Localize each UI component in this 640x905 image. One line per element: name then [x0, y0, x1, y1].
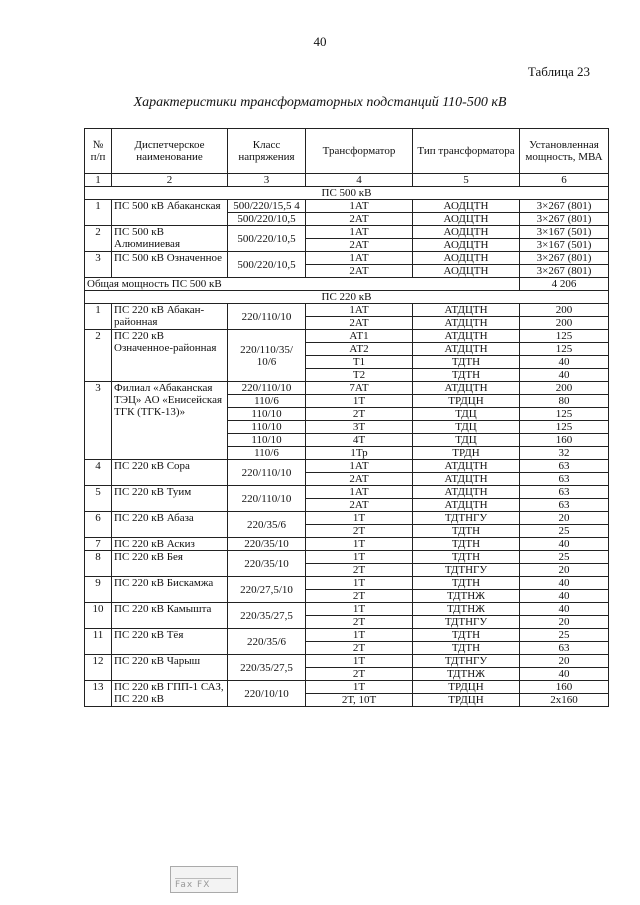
voltage-class: 220/110/10 [228, 486, 306, 512]
installed-power: 20 [520, 655, 609, 668]
row-number: 11 [85, 629, 112, 655]
table-row [85, 486, 609, 499]
column-number: 1 [85, 174, 112, 187]
installed-power: 40 [520, 369, 609, 382]
substation-name: ПС 220 кВ Чарыш [112, 655, 228, 681]
installed-power: 40 [520, 577, 609, 590]
installed-power: 125 [520, 421, 609, 434]
voltage-class: 220/35/6 [228, 512, 306, 538]
transformer-type: АТДЦТН [413, 343, 520, 356]
substation-name: ПС 220 кВ Абаза [112, 512, 228, 538]
installed-power: 3×267 (801) [520, 213, 609, 226]
transformer: АТ1 [306, 330, 413, 343]
header-cell: Установленная мощность, МВА [520, 129, 609, 174]
voltage-class: 220/35/27,5 [228, 655, 306, 681]
table-row [85, 200, 609, 213]
substation-name: ПС 220 кВ Абакан-районная [112, 304, 228, 330]
transformer: 1АТ [306, 460, 413, 473]
table-row [85, 629, 609, 642]
section-row [85, 291, 609, 304]
installed-power: 20 [520, 512, 609, 525]
installed-power: 3×267 (801) [520, 265, 609, 278]
voltage-class: 220/110/10 [228, 304, 306, 330]
table-row [85, 538, 609, 551]
installed-power: 63 [520, 486, 609, 499]
section-row [85, 187, 609, 200]
table-row [85, 577, 609, 590]
table-row [85, 382, 609, 395]
substation-name: ПС 500 кВ Алюминиевая [112, 226, 228, 252]
table-row [85, 252, 609, 265]
table-row [85, 681, 609, 694]
column-number: 6 [520, 174, 609, 187]
transformer: АТ2 [306, 343, 413, 356]
total-row [85, 278, 609, 291]
archive-stamp: Fax FX [170, 866, 238, 893]
total-label: Общая мощность ПС 500 кВ [85, 278, 520, 291]
transformer-type: АТДЦТН [413, 460, 520, 473]
header-cell: Трансформатор [306, 129, 413, 174]
transformer-type: АОДЦТН [413, 226, 520, 239]
transformer-type: ТДТН [413, 629, 520, 642]
substation-name: ПС 500 кВ Абаканская [112, 200, 228, 226]
transformer-type: ТРДН [413, 447, 520, 460]
voltage-class: 110/10 [228, 408, 306, 421]
transformer-type: АОДЦТН [413, 252, 520, 265]
transformer: 2Т [306, 616, 413, 629]
transformer: 1АТ [306, 252, 413, 265]
row-number: 3 [85, 382, 112, 460]
header-row [85, 129, 609, 174]
row-number: 9 [85, 577, 112, 603]
transformer-type: АОДЦТН [413, 213, 520, 226]
page-number: 40 [313, 34, 327, 49]
voltage-class: 220/110/35/ 10/6 [228, 330, 306, 382]
installed-power: 40 [520, 356, 609, 369]
substation-name: ПС 220 кВ Аскиз [112, 538, 228, 551]
transformer: 1АТ [306, 200, 413, 213]
transformer: 2АТ [306, 473, 413, 486]
row-number: 5 [85, 486, 112, 512]
transformer-type: ТДЦ [413, 408, 520, 421]
transformer: 1Тр [306, 447, 413, 460]
transformer: 1Т [306, 512, 413, 525]
row-number: 1 [85, 200, 112, 226]
transformer: 2Т [306, 525, 413, 538]
substation-name: ПС 220 кВ Означенное-районная [112, 330, 228, 382]
substation-name: ПС 220 кВ Бискамжа [112, 577, 228, 603]
installed-power: 40 [520, 668, 609, 681]
voltage-class: 500/220/10,5 [228, 226, 306, 252]
transformer: 1Т [306, 551, 413, 564]
transformer: 2Т [306, 408, 413, 421]
transformer-type: ТРДЦН [413, 395, 520, 408]
installed-power: 20 [520, 564, 609, 577]
transformer: 2АТ [306, 239, 413, 252]
voltage-class: 220/10/10 [228, 681, 306, 707]
transformer-type: ТРДЦН [413, 694, 520, 707]
voltage-class: 220/35/6 [228, 629, 306, 655]
column-number: 5 [413, 174, 520, 187]
transformer-type: ТДТН [413, 525, 520, 538]
table-row [85, 551, 609, 564]
substation-name: Филиал «Абаканская ТЭЦ» АО «Енисейская ТГК (ТГК-13)» [112, 382, 228, 460]
installed-power: 125 [520, 408, 609, 421]
installed-power: 25 [520, 551, 609, 564]
transformer: 2АТ [306, 213, 413, 226]
transformer-type: АТДЦТН [413, 499, 520, 512]
header-cell: № п/п [85, 129, 112, 174]
transformer-type: АТДЦТН [413, 304, 520, 317]
substations-table [84, 128, 609, 707]
substation-name: ПС 220 кВ Бея [112, 551, 228, 577]
substation-name: ПС 220 кВ Туим [112, 486, 228, 512]
voltage-class: 110/10 [228, 421, 306, 434]
transformer-type: ТДЦ [413, 421, 520, 434]
transformer-type: АОДЦТН [413, 239, 520, 252]
transformer-type: ТДТНЖ [413, 590, 520, 603]
table-title: Характеристики трансформаторных подстанций 110-500 кВ [133, 95, 507, 110]
voltage-class: 110/6 [228, 447, 306, 460]
row-number: 3 [85, 252, 112, 278]
installed-power: 3×267 (801) [520, 252, 609, 265]
installed-power: 200 [520, 382, 609, 395]
section-title: ПС 500 кВ [85, 187, 609, 200]
transformer-type: ТДТН [413, 538, 520, 551]
row-number: 2 [85, 226, 112, 252]
transformer: 1Т [306, 395, 413, 408]
transformer-type: АТДЦТН [413, 473, 520, 486]
installed-power: 160 [520, 681, 609, 694]
column-number: 2 [112, 174, 228, 187]
transformer-type: АТДЦТН [413, 382, 520, 395]
transformer-type: ТДТНГУ [413, 655, 520, 668]
transformer: 4Т [306, 434, 413, 447]
transformer-type: ТДТН [413, 551, 520, 564]
transformer: 2Т [306, 564, 413, 577]
transformer-type: АОДЦТН [413, 200, 520, 213]
transformer: 1Т [306, 577, 413, 590]
transformer: 1АТ [306, 226, 413, 239]
row-number: 7 [85, 538, 112, 551]
installed-power: 20 [520, 616, 609, 629]
installed-power: 63 [520, 642, 609, 655]
transformer: 2Т [306, 642, 413, 655]
column-number: 3 [228, 174, 306, 187]
transformer-type: АТДЦТН [413, 330, 520, 343]
table-row [85, 512, 609, 525]
voltage-class: 220/110/10 [228, 460, 306, 486]
installed-power: 125 [520, 330, 609, 343]
installed-power: 25 [520, 525, 609, 538]
column-number-row [85, 174, 609, 187]
installed-power: 2х160 [520, 694, 609, 707]
transformer-type: ТРДЦН [413, 681, 520, 694]
installed-power: 40 [520, 603, 609, 616]
header-cell: Диспетчерское наименование [112, 129, 228, 174]
transformer-type: ТДТН [413, 356, 520, 369]
header-cell: Тип трансформатора [413, 129, 520, 174]
voltage-class: 110/6 [228, 395, 306, 408]
transformer: 1Т [306, 603, 413, 616]
table-row [85, 460, 609, 473]
row-number: 10 [85, 603, 112, 629]
section-title: ПС 220 кВ [85, 291, 609, 304]
installed-power: 63 [520, 499, 609, 512]
transformer: 1АТ [306, 486, 413, 499]
table-row [85, 655, 609, 668]
transformer-type: ТДТН [413, 642, 520, 655]
row-number: 6 [85, 512, 112, 538]
installed-power: 200 [520, 304, 609, 317]
substation-name: ПС 220 кВ Камышта [112, 603, 228, 629]
row-number: 4 [85, 460, 112, 486]
installed-power: 80 [520, 395, 609, 408]
transformer-type: АОДЦТН [413, 265, 520, 278]
transformer-type: ТДТН [413, 577, 520, 590]
row-number: 12 [85, 655, 112, 681]
transformer: 7АТ [306, 382, 413, 395]
transformer: 1АТ [306, 304, 413, 317]
transformer-type: ТДТНГУ [413, 564, 520, 577]
transformer: 2АТ [306, 265, 413, 278]
transformer: Т2 [306, 369, 413, 382]
row-number: 8 [85, 551, 112, 577]
transformer: 2АТ [306, 499, 413, 512]
row-number: 2 [85, 330, 112, 382]
transformer: Т1 [306, 356, 413, 369]
transformer: 2Т, 10Т [306, 694, 413, 707]
table-row [85, 304, 609, 317]
installed-power: 200 [520, 317, 609, 330]
transformer-type: АТДЦТН [413, 486, 520, 499]
transformer: 2АТ [306, 317, 413, 330]
transformer: 2Т [306, 590, 413, 603]
transformer-type: ТДТНЖ [413, 603, 520, 616]
installed-power: 40 [520, 538, 609, 551]
transformer: 1Т [306, 681, 413, 694]
transformer: 1Т [306, 538, 413, 551]
header-cell: Класс напряжения [228, 129, 306, 174]
voltage-class: 220/35/10 [228, 551, 306, 577]
table-row [85, 603, 609, 616]
installed-power: 25 [520, 629, 609, 642]
column-number: 4 [306, 174, 413, 187]
transformer: 2Т [306, 668, 413, 681]
substation-name: ПС 220 кВ ГПП-1 САЗ, ПС 220 кВ [112, 681, 228, 707]
installed-power: 125 [520, 343, 609, 356]
voltage-class: 220/35/27,5 [228, 603, 306, 629]
table-row [85, 226, 609, 239]
installed-power: 40 [520, 590, 609, 603]
transformer-type: ТДТНГУ [413, 512, 520, 525]
transformer-type: ТДТНЖ [413, 668, 520, 681]
installed-power: 160 [520, 434, 609, 447]
table-row [85, 330, 609, 343]
installed-power: 63 [520, 460, 609, 473]
transformer: 3Т [306, 421, 413, 434]
voltage-class: 500/220/10,5 [228, 213, 306, 226]
installed-power: 3×167 (501) [520, 226, 609, 239]
installed-power: 32 [520, 447, 609, 460]
row-number: 1 [85, 304, 112, 330]
voltage-class: 220/35/10 [228, 538, 306, 551]
transformer: 1Т [306, 629, 413, 642]
transformer-type: ТДТНГУ [413, 616, 520, 629]
voltage-class: 500/220/15,5 4 [228, 200, 306, 213]
transformer-type: ТДТН [413, 369, 520, 382]
substation-name: ПС 220 кВ Тёя [112, 629, 228, 655]
table-body [85, 174, 609, 707]
substation-name: ПС 500 кВ Означенное [112, 252, 228, 278]
transformer: 1Т [306, 655, 413, 668]
installed-power: 3×267 (801) [520, 200, 609, 213]
substation-name: ПС 220 кВ Сора [112, 460, 228, 486]
table-label: Таблица 23 [527, 64, 590, 79]
row-number: 13 [85, 681, 112, 707]
voltage-class: 500/220/10,5 [228, 252, 306, 278]
installed-power: 3×167 (501) [520, 239, 609, 252]
voltage-class: 220/110/10 [228, 382, 306, 395]
total-value: 4 206 [520, 278, 609, 291]
installed-power: 63 [520, 473, 609, 486]
voltage-class: 110/10 [228, 434, 306, 447]
transformer-type: АТДЦТН [413, 317, 520, 330]
transformer-type: ТДЦ [413, 434, 520, 447]
voltage-class: 220/27,5/10 [228, 577, 306, 603]
